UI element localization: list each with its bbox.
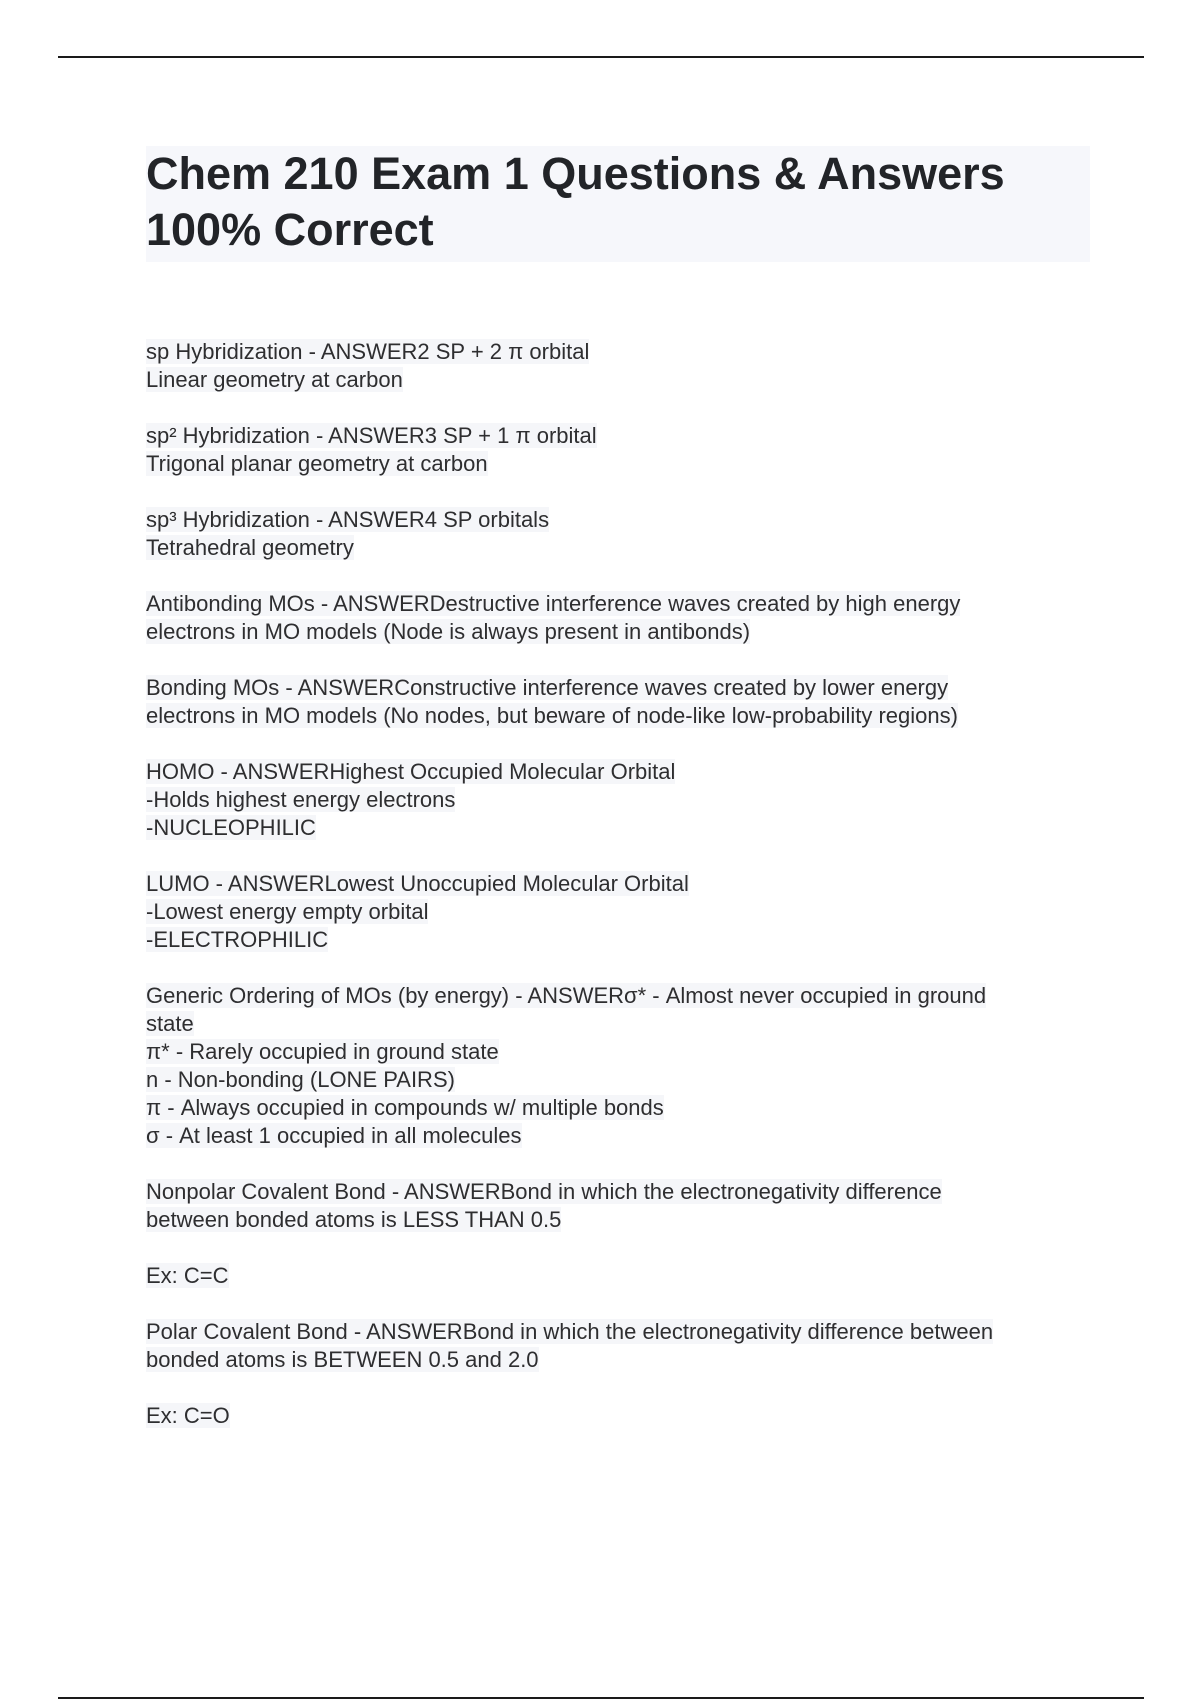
qa-line: Nonpolar Covalent Bond - ANSWERBond in which the electronegativity difference — [146, 1179, 942, 1204]
bottom-rule — [58, 1697, 1144, 1699]
qa-entry-nonpolar-covalent-bond — [146, 1178, 1096, 1234]
qa-line: HOMO - ANSWERHighest Occupied Molecular Orbital — [146, 759, 676, 784]
qa-entry-polar-example — [146, 1402, 1096, 1430]
qa-entry-sp2-hybridization — [146, 422, 1096, 478]
qa-line: Tetrahedral geometry — [146, 535, 354, 560]
qa-entry-mo-ordering — [146, 982, 1096, 1150]
qa-entry-sp3-hybridization — [146, 506, 1096, 562]
document-title — [146, 146, 1090, 262]
qa-line: Antibonding MOs - ANSWERDestructive interference waves created by high energy — [146, 591, 961, 616]
qa-line: π* - Rarely occupied in ground state — [146, 1039, 499, 1064]
qa-line: Linear geometry at carbon — [146, 367, 403, 392]
qa-line: Trigonal planar geometry at carbon — [146, 451, 488, 476]
qa-line: Generic Ordering of MOs (by energy) - ANSWERσ* - Almost never occupied in ground — [146, 983, 987, 1008]
qa-line: -ELECTROPHILIC — [146, 927, 329, 952]
qa-line: electrons in MO models (Node is always present in antibonds) — [146, 619, 751, 644]
qa-line: electrons in MO models (No nodes, but beware of node-like low-probability regions) — [146, 703, 958, 728]
qa-entry-lumo — [146, 870, 1096, 954]
qa-line: -Holds highest energy electrons — [146, 787, 456, 812]
qa-line: -NUCLEOPHILIC — [146, 815, 316, 840]
qa-line: sp Hybridization - ANSWER2 SP + 2 π orbital — [146, 339, 590, 364]
qa-entry-nonpolar-example — [146, 1262, 1096, 1290]
title-line-2: 100% Correct — [146, 204, 434, 255]
top-rule — [58, 56, 1144, 58]
qa-line: sp² Hybridization - ANSWER3 SP + 1 π orbital — [146, 423, 597, 448]
qa-line: LUMO - ANSWERLowest Unoccupied Molecular Orbital — [146, 871, 689, 896]
qa-line: n - Non-bonding (LONE PAIRS) — [146, 1067, 455, 1092]
qa-line: Polar Covalent Bond - ANSWERBond in which the electronegativity difference between — [146, 1319, 994, 1344]
qa-entry-polar-covalent-bond — [146, 1318, 1096, 1374]
qa-line: between bonded atoms is LESS THAN 0.5 — [146, 1207, 562, 1232]
qa-line: Ex: C=C — [146, 1263, 229, 1288]
qa-line: bonded atoms is BETWEEN 0.5 and 2.0 — [146, 1347, 539, 1372]
qa-line: state — [146, 1011, 194, 1036]
qa-line: σ - At least 1 occupied in all molecules — [146, 1123, 522, 1148]
title-line-1: Chem 210 Exam 1 Questions & Answers — [146, 148, 1005, 199]
qa-line: sp³ Hybridization - ANSWER4 SP orbitals — [146, 507, 550, 532]
qa-entry-sp-hybridization — [146, 338, 1096, 394]
qa-line: Bonding MOs - ANSWERConstructive interference waves created by lower energy — [146, 675, 949, 700]
qa-entry-homo — [146, 758, 1096, 842]
qa-list — [146, 338, 1096, 1458]
qa-line: Ex: C=O — [146, 1403, 230, 1428]
qa-line: π - Always occupied in compounds w/ multiple bonds — [146, 1095, 664, 1120]
qa-entry-bonding-mos — [146, 674, 1096, 730]
qa-line: -Lowest energy empty orbital — [146, 899, 429, 924]
qa-entry-antibonding-mos — [146, 590, 1096, 646]
